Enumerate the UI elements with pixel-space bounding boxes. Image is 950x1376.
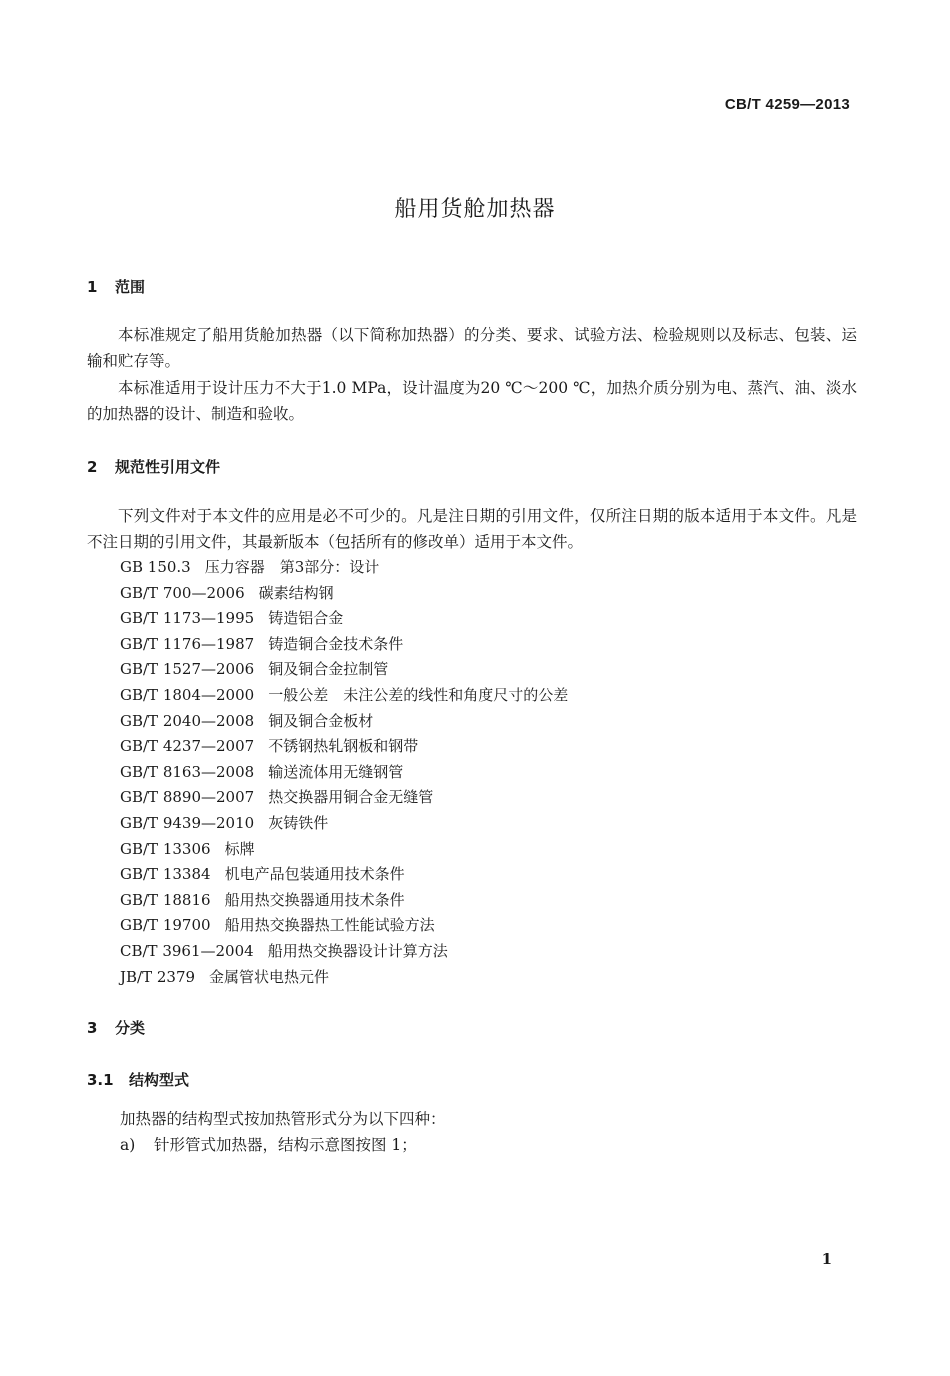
reference-name: 船用热交换器设计计算方法 bbox=[267, 941, 448, 960]
structure-intro: 加热器的结构型式按加热管形式分为以下四种： bbox=[120, 1110, 446, 1128]
section-3-1-heading bbox=[87, 1069, 189, 1090]
reference-name: 输送流体用无缝钢管 bbox=[268, 762, 404, 781]
section-2-heading bbox=[87, 456, 220, 477]
reference-item bbox=[120, 785, 568, 811]
section-3-1-title: 结构型式 bbox=[129, 1071, 190, 1089]
reference-code: GB/T 8163—2008 bbox=[120, 762, 255, 781]
reference-code: GB/T 9439—2010 bbox=[120, 813, 255, 832]
document-title: 船用货舱加热器 bbox=[394, 197, 556, 222]
section-3-title: 分类 bbox=[115, 1019, 146, 1037]
reference-item bbox=[120, 837, 568, 863]
reference-code: GB/T 1173—1995 bbox=[120, 609, 255, 628]
scope-paragraph-2: 本标准适用于设计压力不大于1.0 MPa，设计温度为20 ℃～200 ℃，加热介质分别为电、蒸汽、油、淡水的加热器的设计、制造和验收。 bbox=[87, 379, 857, 423]
reference-name: 铜及铜合金板材 bbox=[268, 711, 374, 730]
reference-code: CB/T 3961—2004 bbox=[120, 941, 254, 960]
page-number: 1 bbox=[821, 1250, 832, 1268]
reference-item bbox=[120, 555, 568, 581]
reference-item bbox=[120, 606, 568, 632]
reference-name: 压力容器 第3部分：设计 bbox=[204, 558, 380, 576]
reference-name: 铸造铝合金 bbox=[268, 609, 344, 628]
section-1-title: 范围 bbox=[115, 278, 146, 296]
reference-item bbox=[120, 734, 568, 760]
reference-item bbox=[120, 913, 568, 939]
reference-item bbox=[120, 632, 568, 658]
reference-item bbox=[120, 709, 568, 735]
reference-code: GB/T 700—2006 bbox=[120, 583, 245, 602]
reference-item bbox=[120, 811, 568, 837]
section-3-heading bbox=[87, 1017, 145, 1038]
list-item-text: 针形管式加热器，结构示意图按图 1； bbox=[154, 1136, 417, 1154]
reference-code: GB/T 2040—2008 bbox=[120, 711, 255, 730]
reference-code: GB/T 8890—2007 bbox=[120, 788, 255, 807]
reference-code: GB/T 19700 bbox=[120, 916, 211, 935]
reference-name: 一般公差 未注公差的线性和角度尺寸的公差 bbox=[268, 685, 569, 704]
reference-item bbox=[120, 862, 568, 888]
scope-paragraph-1: 本标准规定了船用货舱加热器（以下简称加热器）的分类、要求、试验方法、检验规则以及标志、包装、运输和贮存等。 bbox=[87, 326, 857, 370]
reference-item bbox=[120, 683, 568, 709]
reference-item bbox=[120, 965, 568, 991]
reference-name: 机电产品包装通用技术条件 bbox=[224, 865, 405, 884]
reference-name: 热交换器用铜合金无缝管 bbox=[268, 788, 434, 807]
section-1-number: 1 bbox=[87, 278, 98, 296]
reference-name: 灰铸铁件 bbox=[268, 813, 329, 832]
reference-item bbox=[120, 581, 568, 607]
reference-name: 标牌 bbox=[224, 839, 255, 858]
reference-name: 碳素结构钢 bbox=[258, 583, 334, 602]
section-3-number: 3 bbox=[87, 1019, 98, 1037]
reference-name: 铸造铜合金技术条件 bbox=[268, 634, 404, 653]
reference-code: GB 150.3 bbox=[120, 558, 191, 576]
reference-code: GB/T 13384 bbox=[120, 865, 211, 884]
reference-name: 船用热交换器通用技术条件 bbox=[224, 890, 405, 909]
section-3-1-number: 3.1 bbox=[87, 1071, 114, 1089]
reference-name: 金属管状电热元件 bbox=[209, 967, 330, 986]
section-1-heading bbox=[87, 276, 145, 297]
section-2-title: 规范性引用文件 bbox=[115, 458, 221, 476]
references-intro: 下列文件对于本文件的应用是必不可少的。凡是注日期的引用文件，仅所注日期的版本适用于本文件。凡是不注日期的引用文件，其最新版本（包括所有的修改单）适用于本文件。 bbox=[87, 507, 857, 551]
list-item-a bbox=[120, 1132, 417, 1158]
reference-code: GB/T 1176—1987 bbox=[120, 634, 255, 653]
reference-name: 不锈钢热轧钢板和钢带 bbox=[268, 737, 419, 756]
reference-item bbox=[120, 939, 568, 965]
reference-item bbox=[120, 657, 568, 683]
reference-item bbox=[120, 760, 568, 786]
reference-item bbox=[120, 888, 568, 914]
standard-code: CB/T 4259—2013 bbox=[724, 96, 850, 113]
reference-code: GB/T 1804—2000 bbox=[120, 685, 255, 704]
list-item-marker: a) bbox=[120, 1136, 136, 1154]
reference-code: JB/T 2379 bbox=[120, 967, 196, 986]
reference-list bbox=[120, 555, 568, 990]
reference-name: 铜及铜合金拉制管 bbox=[268, 660, 389, 679]
reference-code: GB/T 18816 bbox=[120, 890, 211, 909]
reference-name: 船用热交换器热工性能试验方法 bbox=[224, 916, 435, 935]
reference-code: GB/T 4237—2007 bbox=[120, 737, 255, 756]
section-2-number: 2 bbox=[87, 458, 98, 476]
reference-code: GB/T 1527—2006 bbox=[120, 660, 255, 679]
reference-code: GB/T 13306 bbox=[120, 839, 211, 858]
